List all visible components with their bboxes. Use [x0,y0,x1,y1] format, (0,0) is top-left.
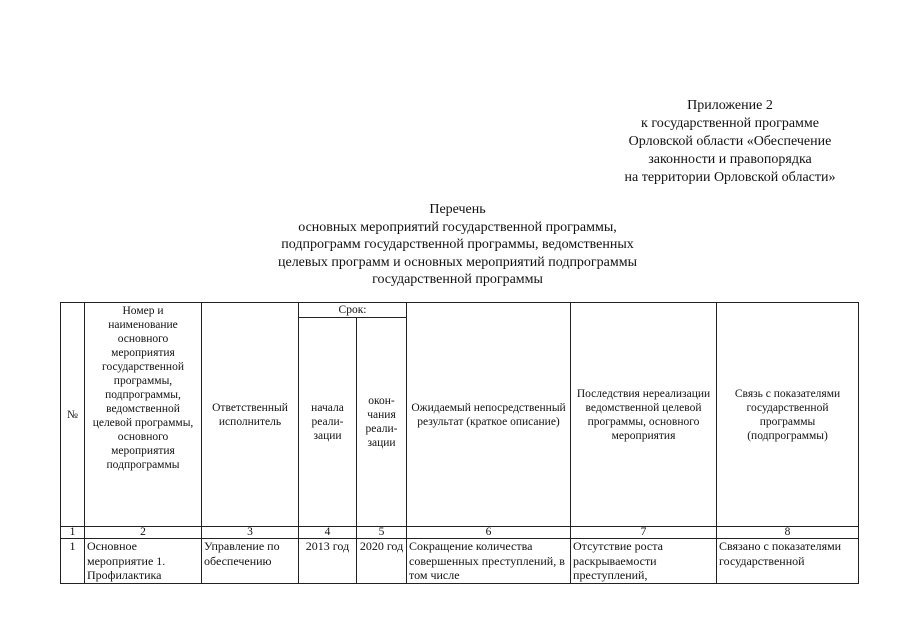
row-executor: Управление по обеспечению [202,539,299,584]
title-line: основных мероприятий государственной программы, [298,219,617,235]
appendix-line: на территории Орловской области» [624,170,836,185]
header-executor: Ответственный исполнитель [202,303,299,527]
row-start: 2013 год [299,539,357,584]
column-number: 6 [407,527,571,539]
appendix-line: Орловской области «Обеспечение [628,134,832,149]
column-number: 4 [299,527,357,539]
row-link: Связано с показателями государственной [717,539,859,584]
title-line: государственной программы [372,272,543,287]
title-line: Перечень [429,202,486,217]
header-name: Номер и наименование основного мероприятия государственной программы, подпрограммы, ведомственной целевой программы, основного мероприятия подпрограммы [85,303,202,527]
row-result: Сокращение количества совершенных преступлений, в том числе [407,539,571,584]
appendix-line: к государственной программе [641,116,819,131]
header-link: Связь с показателями государственной программы (подпрограммы) [717,303,859,527]
row-num: 1 [61,539,85,584]
column-number: 8 [717,527,859,539]
header-start: начала реали-зации [299,318,357,527]
row-name: Основное мероприятие 1. Профилактика [85,539,202,584]
column-number: 1 [61,527,85,539]
column-number: 7 [571,527,717,539]
appendix-line: Приложение 2 [687,98,773,113]
header-consequences: Последствия нереализации ведомственной целевой программы, основного мероприятия [571,303,717,527]
activities-table [60,302,859,584]
column-numbers-row [61,527,859,539]
column-number: 2 [85,527,202,539]
header-result: Ожидаемый непосредственный результат (краткое описание) [407,303,571,527]
appendix-line: законности и правопорядка [648,152,812,167]
title-line: подпрограмм государственной программы, ведомственных [281,237,634,252]
appendix-note [595,97,865,187]
column-number: 5 [357,527,407,539]
header-row-1 [61,303,859,318]
header-num: № [61,303,85,527]
header-end: окон-чания реали-зации [357,318,407,527]
column-number: 3 [202,527,299,539]
document-title [230,201,685,289]
table-row [61,539,859,584]
header-term: Срок: [299,303,407,318]
row-consequences: Отсутствие роста раскрываемости преступлений, [571,539,717,584]
title-line: целевых программ и основных мероприятий подпрограммы [277,254,638,270]
row-end: 2020 год [357,539,407,584]
